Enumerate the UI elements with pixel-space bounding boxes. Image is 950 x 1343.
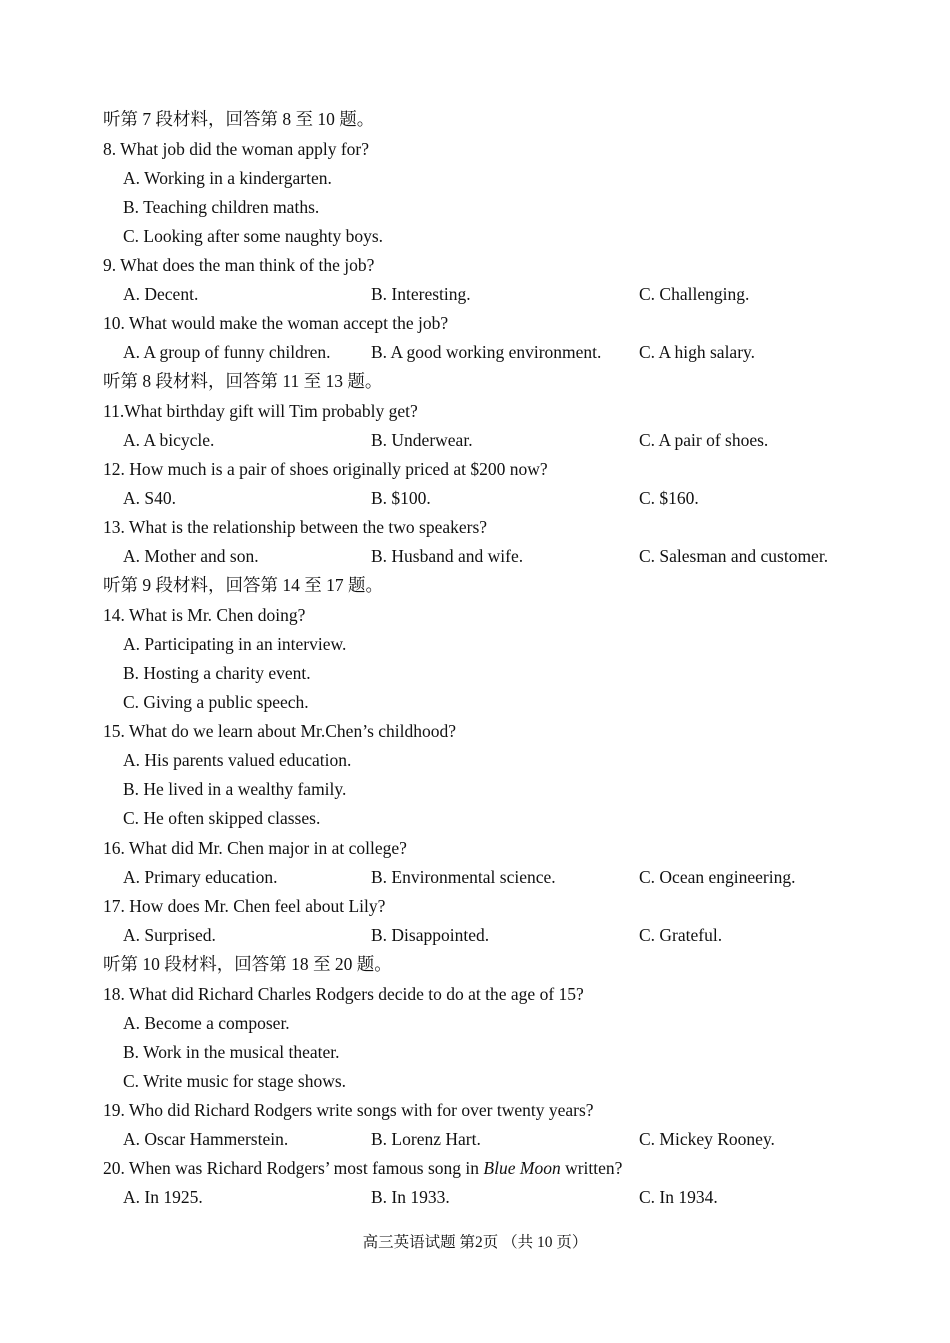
question-19-options xyxy=(0,1125,950,1154)
question-15-option-a: A. His parents valued education. xyxy=(123,750,352,770)
question-10-options xyxy=(0,338,950,367)
question-11-stem: 11.What birthday gift will Tim probably get? xyxy=(103,401,418,421)
question-14-option-c: C. Giving a public speech. xyxy=(123,692,309,712)
question-8-stem: 8. What job did the woman apply for? xyxy=(103,139,370,159)
question-20-option-b: B. In 1933. xyxy=(371,1187,450,1207)
question-18-stem: 18. What did Richard Charles Rodgers decide to do at the age of 15? xyxy=(103,984,584,1004)
question-15-stem: 15. What do we learn about Mr.Chen’s childhood? xyxy=(103,721,457,741)
question-19-option-a: A. Oscar Hammerstein. xyxy=(123,1129,289,1149)
question-16-option-b: B. Environmental science. xyxy=(371,867,556,887)
question-9-options xyxy=(0,280,950,309)
question-10-option-a: A. A group of funny children. xyxy=(123,342,331,362)
question-18-option-a: A. Become a composer. xyxy=(123,1013,290,1033)
question-19-option-c: C. Mickey Rooney. xyxy=(639,1129,775,1149)
question-20-option-c: C. In 1934. xyxy=(639,1187,718,1207)
question-12-option-b: B. $100. xyxy=(371,488,431,508)
section-heading: 听第 7 段材料，回答第 8 至 10 题。 xyxy=(103,109,375,129)
question-12-options xyxy=(0,484,950,513)
question-8-option-a: A. Working in a kindergarten. xyxy=(123,168,332,188)
question-15-option-c: C. He often skipped classes. xyxy=(123,808,321,828)
question-13-stem: 13. What is the relationship between the two speakers? xyxy=(103,517,488,537)
question-12-option-c: C. $160. xyxy=(639,488,699,508)
question-20-stem-text: 20. When was Richard Rodgers’ most famous song in xyxy=(103,1158,484,1178)
question-10-option-b: B. A good working environment. xyxy=(371,342,602,362)
question-12-option-a: A. S40. xyxy=(123,488,176,508)
question-17-option-b: B. Disappointed. xyxy=(371,925,490,945)
question-9-stem: 9. What does the man think of the job? xyxy=(103,255,375,275)
question-20-option-a: A. In 1925. xyxy=(123,1187,203,1207)
question-12-stem: 12. How much is a pair of shoes originally priced at $200 now? xyxy=(103,459,548,479)
question-19-stem: 19. Who did Richard Rodgers write songs with for over twenty years? xyxy=(103,1100,594,1120)
song-title: Blue Moon xyxy=(483,1158,561,1178)
question-8-option-c: C. Looking after some naughty boys. xyxy=(123,226,384,246)
question-10-option-c: C. A high salary. xyxy=(639,342,756,362)
question-10-stem: 10. What would make the woman accept the job? xyxy=(103,313,449,333)
question-16-option-c: C. Ocean engineering. xyxy=(639,867,796,887)
question-11-option-c: C. A pair of shoes. xyxy=(639,430,769,450)
question-18-option-b: B. Work in the musical theater. xyxy=(123,1042,340,1062)
question-13-options xyxy=(0,542,950,571)
question-14-option-b: B. Hosting a charity event. xyxy=(123,663,311,683)
section-heading: 听第 9 段材料，回答第 14 至 17 题。 xyxy=(103,575,383,595)
question-13-option-b: B. Husband and wife. xyxy=(371,546,524,566)
question-9-option-b: B. Interesting. xyxy=(371,284,471,304)
question-17-option-c: C. Grateful. xyxy=(639,925,723,945)
question-13-option-c: C. Salesman and customer. xyxy=(639,546,829,566)
question-8-option-b: B. Teaching children maths. xyxy=(123,197,320,217)
question-9-option-a: A. Decent. xyxy=(123,284,199,304)
question-11-option-a: A. A bicycle. xyxy=(123,430,215,450)
question-11-options xyxy=(0,426,950,455)
question-16-stem: 16. What did Mr. Chen major in at college? xyxy=(103,838,407,858)
question-18-option-c: C. Write music for stage shows. xyxy=(123,1071,347,1091)
question-11-option-b: B. Underwear. xyxy=(371,430,473,450)
page-footer: 高三英语试题 第2页 （共 10 页） xyxy=(362,1234,588,1251)
question-16-option-a: A. Primary education. xyxy=(123,867,278,887)
question-14-option-a: A. Participating in an interview. xyxy=(123,634,347,654)
question-13-option-a: A. Mother and son. xyxy=(123,546,259,566)
question-20-options xyxy=(0,1183,950,1212)
question-14-stem: 14. What is Mr. Chen doing? xyxy=(103,605,306,625)
question-15-option-b: B. He lived in a wealthy family. xyxy=(123,779,347,799)
question-20-stem xyxy=(103,1154,622,1183)
question-17-stem: 17. How does Mr. Chen feel about Lily? xyxy=(103,896,386,916)
question-17-options xyxy=(0,921,950,950)
section-heading: 听第 10 段材料，回答第 18 至 20 题。 xyxy=(103,954,392,974)
section-heading: 听第 8 段材料，回答第 11 至 13 题。 xyxy=(103,371,383,391)
question-16-options xyxy=(0,863,950,892)
question-17-option-a: A. Surprised. xyxy=(123,925,216,945)
question-20-stem-end: written? xyxy=(560,1158,623,1178)
question-9-option-c: C. Challenging. xyxy=(639,284,750,304)
question-19-option-b: B. Lorenz Hart. xyxy=(371,1129,481,1149)
